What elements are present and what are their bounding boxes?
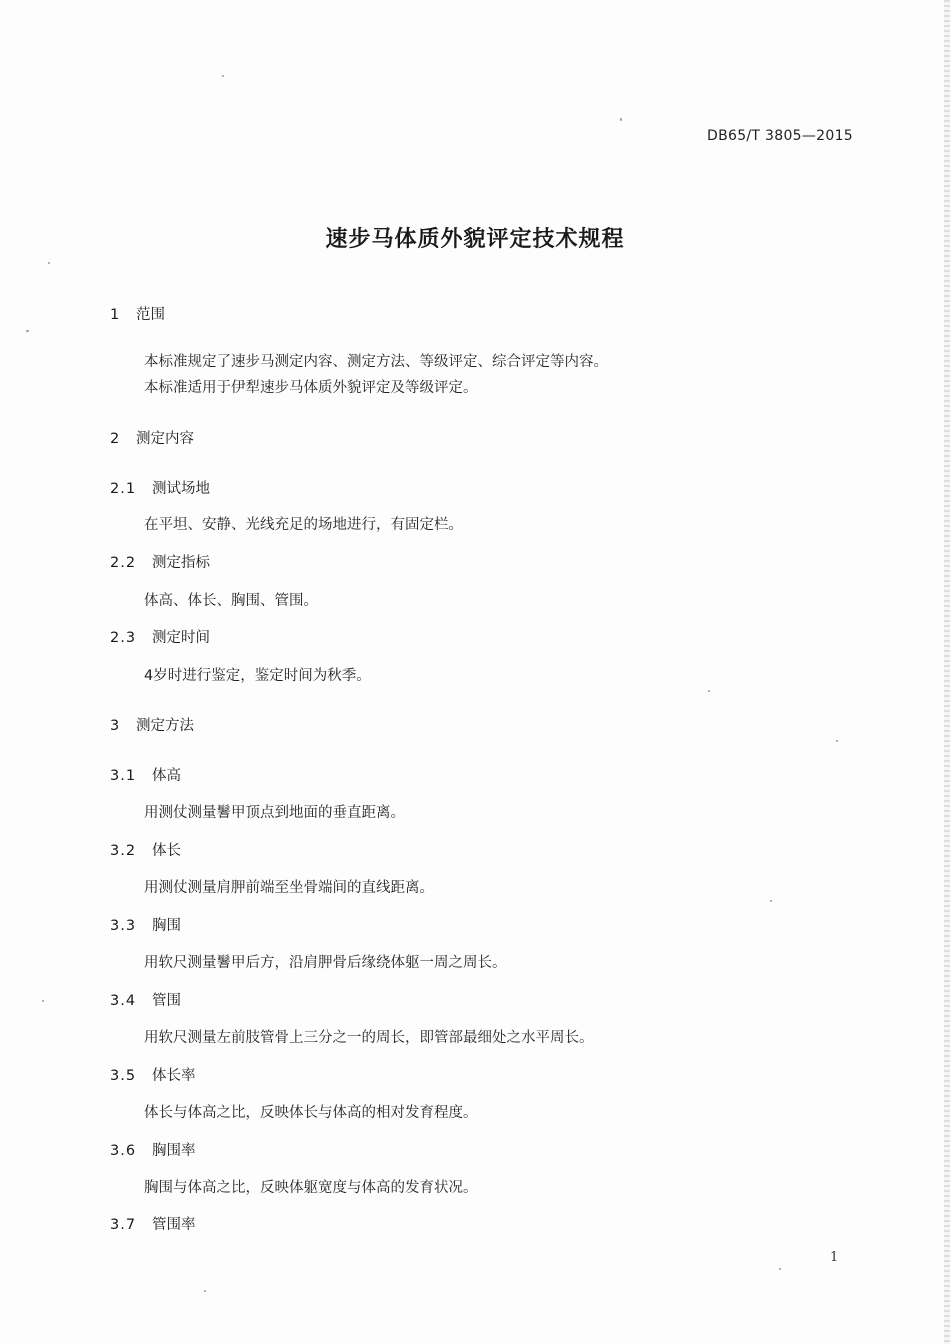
section-number: 2	[110, 431, 120, 447]
scan-speck	[770, 900, 772, 902]
subsection-title: 体高	[152, 768, 181, 784]
subsection-title: 胸围率	[152, 1143, 196, 1159]
paragraph: 用测仗测量鬐甲顶点到地面的垂直距离。	[144, 805, 405, 821]
subsection-heading-3-5	[110, 1064, 196, 1085]
scan-speck	[204, 1290, 206, 1292]
page-number: 1	[830, 1250, 839, 1265]
subsection-title: 管围率	[152, 1217, 196, 1233]
section-title: 范围	[136, 307, 165, 323]
scan-speck	[708, 690, 710, 692]
scan-speck	[779, 1268, 781, 1270]
subsection-title: 测试场地	[152, 481, 210, 497]
paragraph: 用软尺测量鬐甲后方，沿肩胛骨后缘绕体躯一周之周长。	[144, 955, 507, 971]
subsection-number: 3.4	[110, 993, 137, 1009]
scan-speck	[26, 330, 29, 332]
paragraph: 体长与体高之比，反映体长与体高的相对发育程度。	[144, 1105, 478, 1121]
paragraph: 4岁时进行鉴定，鉴定时间为秋季。	[144, 668, 371, 684]
subsection-heading-2-2	[110, 551, 210, 572]
scan-speck	[42, 1000, 44, 1002]
subsection-number: 3.7	[110, 1217, 137, 1233]
subsection-number: 2.1	[110, 481, 137, 497]
paragraph: 本标准适用于伊犁速步马体质外貌评定及等级评定。	[144, 380, 478, 396]
subsection-title: 测定指标	[152, 555, 210, 571]
paragraph: 在平坦、安静、光线充足的场地进行，有固定栏。	[144, 517, 463, 533]
section-number: 3	[110, 718, 120, 734]
paragraph: 用测仗测量肩胛前端至坐骨端间的直线距离。	[144, 880, 434, 896]
subsection-heading-2-3	[110, 626, 210, 647]
subsection-heading-3-4	[110, 989, 181, 1010]
document-title: 速步马体质外貌评定技术规程	[325, 227, 625, 252]
section-title: 测定方法	[136, 718, 194, 734]
scan-speck	[48, 262, 50, 264]
section-title: 测定内容	[136, 431, 194, 447]
subsection-title: 体长率	[152, 1068, 196, 1084]
paragraph: 体高、体长、胸围、管围。	[144, 593, 318, 609]
subsection-number: 2.3	[110, 630, 137, 646]
subsection-title: 体长	[152, 843, 181, 859]
subsection-heading-3-1	[110, 764, 181, 785]
subsection-number: 3.2	[110, 843, 137, 859]
subsection-heading-3-6	[110, 1139, 196, 1160]
paragraph: 胸围与体高之比，反映体躯宽度与体高的发育状况。	[144, 1180, 478, 1196]
subsection-title: 测定时间	[152, 630, 210, 646]
subsection-number: 3.6	[110, 1143, 137, 1159]
section-heading-3	[110, 714, 194, 735]
section-number: 1	[110, 307, 120, 323]
subsection-number: 2.2	[110, 555, 137, 571]
subsection-heading-2-1	[110, 477, 210, 498]
section-heading-1	[110, 303, 165, 324]
paragraph: 用软尺测量左前肢管骨上三分之一的周长，即管部最细处之水平周长。	[144, 1030, 594, 1046]
subsection-number: 3.3	[110, 918, 137, 934]
paragraph: 本标准规定了速步马测定内容、测定方法、等级评定、综合评定等内容。	[144, 354, 608, 370]
subsection-heading-3-7	[110, 1213, 196, 1234]
subsection-number: 3.1	[110, 768, 137, 784]
scan-speck	[620, 118, 622, 121]
subsection-title: 管围	[152, 993, 181, 1009]
standard-code: DB65/T 3805—2015	[707, 128, 853, 144]
subsection-number: 3.5	[110, 1068, 137, 1084]
subsection-heading-3-2	[110, 839, 181, 860]
scan-edge-shadow	[944, 0, 950, 1344]
scan-speck	[222, 75, 224, 77]
section-heading-2	[110, 427, 194, 448]
subsection-heading-3-3	[110, 914, 181, 935]
scan-speck	[836, 740, 838, 742]
subsection-title: 胸围	[152, 918, 181, 934]
